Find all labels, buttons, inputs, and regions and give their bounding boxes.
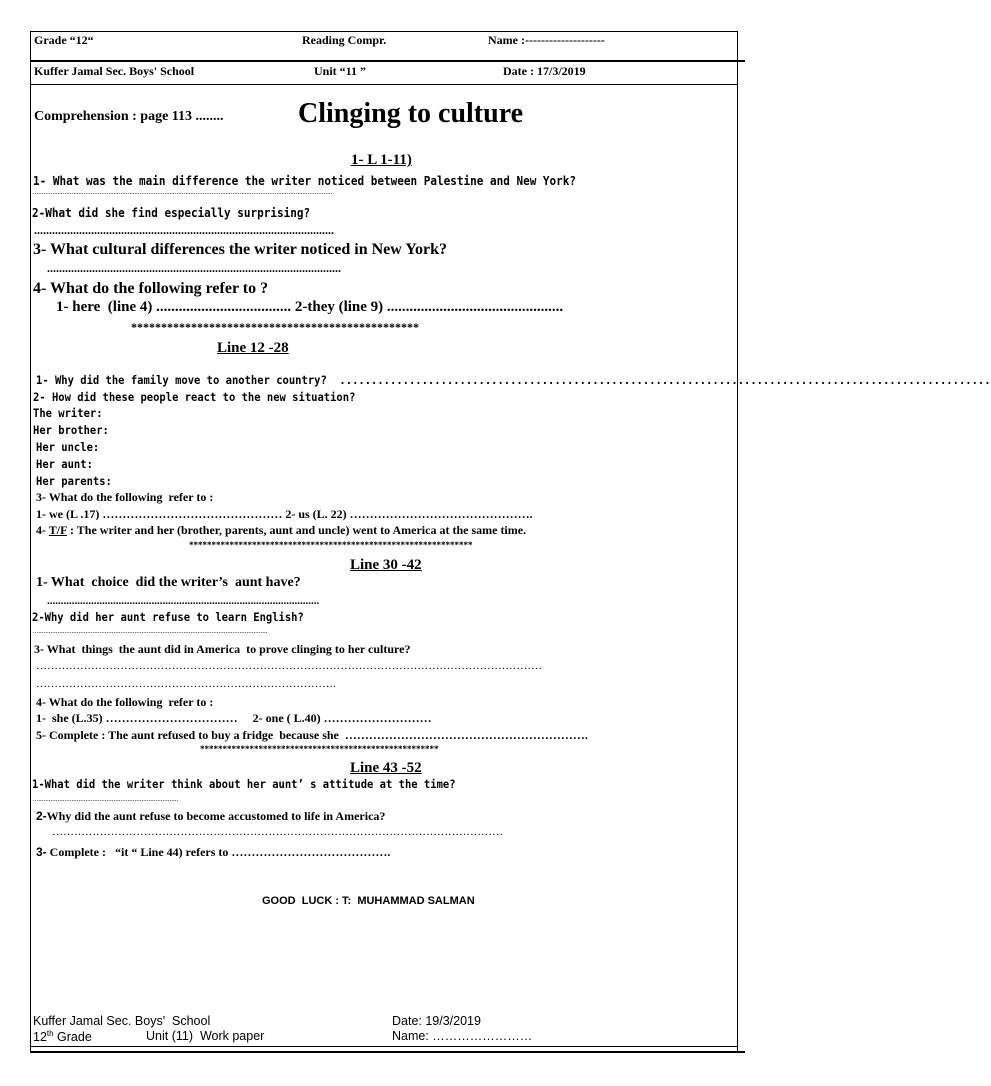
section1-answer-line-2: ....................................................................................................: [34, 223, 334, 237]
section2-heading: Line 12 -28: [217, 340, 289, 356]
section3-heading: Line 30 -42: [350, 557, 422, 573]
question-number: 4-: [36, 523, 49, 537]
grade-number: 12: [33, 1030, 47, 1045]
question-number: 2-: [36, 809, 47, 823]
person-brother: Her brother:: [33, 424, 109, 438]
frame-right-line: [737, 31, 738, 1051]
section3-answer-line-3a: …………………………………………………………………………………………………………………………: [36, 660, 542, 672]
footer-grade: [33, 1029, 92, 1044]
grade-label: Grade “12“: [34, 33, 94, 47]
school-label: Kuffer Jamal Sec. Boys' School: [34, 64, 195, 78]
good-luck-signature: GOOD LUCK : T: MUHAMMAD SALMAN: [262, 895, 475, 907]
section3-separator: *****************************************************: [200, 744, 439, 754]
person-aunt: Her aunt:: [36, 458, 93, 472]
bottom-line-1: [30, 1046, 737, 1047]
section4-question-2: [36, 809, 385, 824]
section3-question-5: 5- Complete : The aunt refused to buy a fridge because she …………………………………………………….: [36, 728, 588, 742]
section2-question-1: 1- Why did the family move to another country? .......................................................................................................: [36, 374, 991, 388]
section4-answer-line-1: ...................................................................................: [33, 795, 179, 803]
name-field: Name :--------------------: [488, 33, 605, 47]
comprehension-page: Comprehension : page 113 ........: [34, 109, 224, 124]
section4-heading: Line 43 -52: [350, 760, 422, 776]
header-divider: [30, 60, 745, 62]
unit-label: Unit “11 ”: [314, 64, 367, 78]
question-number: 3-: [36, 845, 47, 859]
section3-answer-line-3b: ……………………………………………………………………….: [36, 678, 336, 690]
frame-left-line: [30, 31, 31, 1051]
true-false-marker: T/F: [48, 523, 68, 537]
section2-question-3-items: 1- we (L .17) ……………………………………… 2- us (L. 22) ……………………………………….: [36, 507, 533, 521]
section1-heading: 1- L 1-11): [351, 152, 412, 168]
section1-question-3: 3- What cultural differences the writer noticed in New York?: [33, 241, 448, 258]
section1-question-4-items: 1- here (line 4) .................................... 2-they (line 9) ...............................................: [56, 299, 564, 315]
section1-question-4: 4- What do the following refer to ?: [33, 280, 269, 297]
page-title: Clinging to culture: [298, 98, 524, 129]
section2-question-2: 2- How did these people react to the new situation?: [33, 391, 356, 405]
section1-question-2: 2-What did she find especially surprising?: [32, 206, 311, 221]
person-uncle: Her uncle:: [36, 441, 100, 455]
date-label: Date : 17/3/2019: [503, 64, 586, 78]
section3-question-1: 1- What choice did the writer’s aunt have?: [36, 575, 301, 590]
subject-label: Reading Compr.: [302, 33, 387, 47]
person-writer: The writer:: [33, 407, 103, 421]
footer-school: Kuffer Jamal Sec. Boys' School: [33, 1014, 211, 1028]
question-text: Why did the aunt refuse to become accustomed to life in America?: [46, 809, 386, 823]
title-divider: [30, 84, 737, 85]
section3-question-4: 4- What do the following refer to :: [36, 695, 214, 709]
grade-word: Grade: [53, 1030, 92, 1045]
grade-suffix: th: [46, 1029, 54, 1038]
footer-date: Date: 19/3/2019: [392, 1014, 481, 1028]
section3-answer-line-1: ...................................................................................................: [47, 595, 320, 607]
section3-question-2: 2-Why did her aunt refuse to learn English?: [32, 611, 304, 625]
section2-separator: ***************************************************************: [189, 540, 473, 550]
person-parents: Her parents:: [36, 475, 112, 489]
section4-question-3: [36, 845, 390, 860]
section1-question-1: 1- What was the main difference the writer noticed between Palestine and New York?: [33, 174, 577, 189]
section2-question-4: [36, 523, 526, 538]
section4-question-1: 1-What did the writer think about her aunt’ s attitude at the time?: [32, 778, 456, 792]
section2-question-3: 3- What do the following refer to :: [36, 490, 214, 504]
section3-answer-line-2: ......................................................................................................................................: [33, 627, 268, 635]
question-text: Complete : “it “ Line 44) refers to ………………………………….: [46, 845, 391, 859]
question-text: : The writer and her (brother, parents, aunt and uncle) went to America at the same time.: [67, 523, 527, 537]
section4-answer-line-2: ……………………………………………………………………………………………………………: [52, 826, 503, 838]
section1-answer-line-1: ...........................................................................................................................................................................: [33, 188, 333, 196]
section1-answer-line-3: ..................................................................................................: [47, 261, 341, 275]
bottom-line-2: [30, 1051, 745, 1053]
footer-name: Name: ……………………: [392, 1029, 533, 1043]
section3-question-4-items: 1- she (L.35) …………………………… 2- one ( L.40) ………………………: [36, 711, 432, 725]
frame-top-line: [30, 31, 737, 32]
footer-unit: Unit (11) Work paper: [146, 1029, 265, 1043]
section1-separator: ************************************************: [131, 320, 419, 334]
section3-question-3: 3- What things the aunt did in America to prove clinging to her culture?: [34, 642, 411, 656]
